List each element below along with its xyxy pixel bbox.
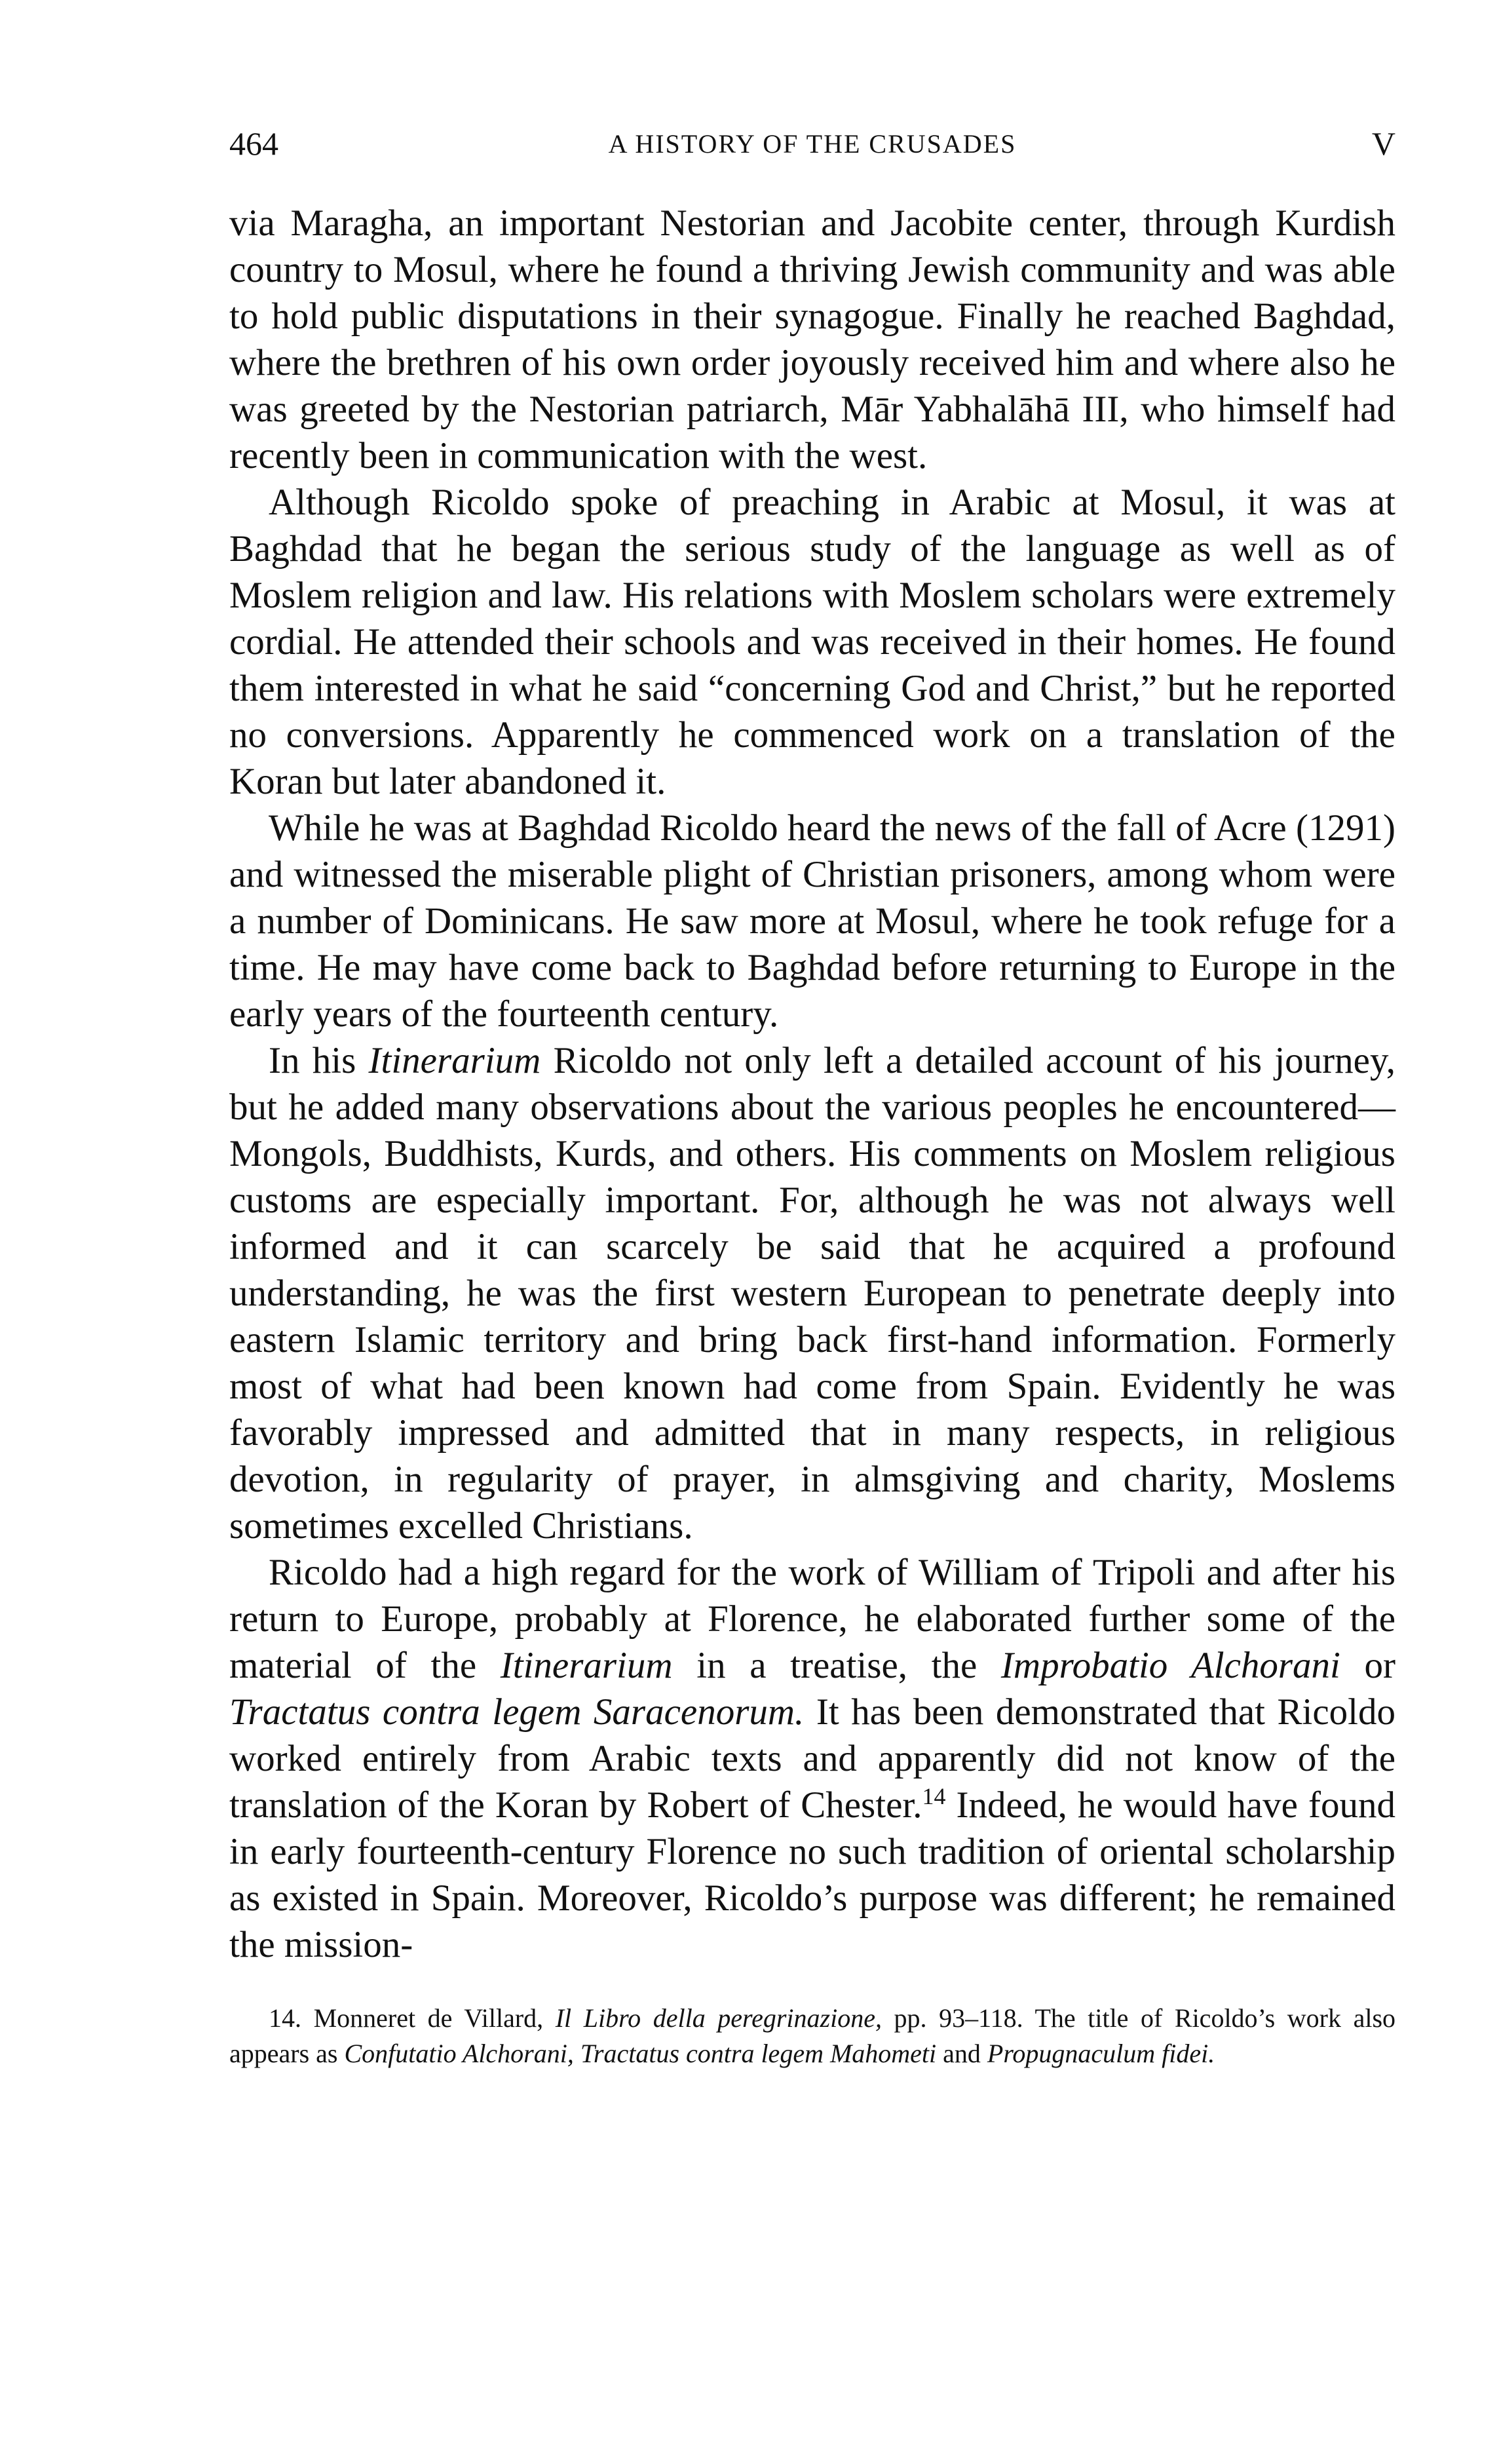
book-page	[229, 125, 1395, 2098]
paragraph-4-text: Ricoldo not only left a detailed account of his journey, but he added many observations about the various peoples he encountered—Mongols, Buddhists, Kurds, and others. His comments on Moslem religious customs are especially important. For, although he was not always well informed and it can scarcely be said that he acquired a profound understanding, he was the first western European to penetrate deeply into eastern Islamic territory and bring back first-hand information. Formerly most of what had been known had come from Spain. Evidently he was favorably impressed and admitted that in many respects, in religious devotion, in regularity of prayer, in almsgiving and charity, Moslems sometimes excelled Christians.	[229, 1040, 1395, 1547]
paragraph-5	[229, 1549, 1395, 1968]
italic-title-tractatus: Tractatus contra legem Saracenorum.	[229, 1691, 805, 1733]
body-text	[229, 200, 1395, 1968]
paragraph-5-text: in a treatise, the	[672, 1645, 1001, 1686]
italic-title-improbatio: Improbatio Alchorani	[1000, 1645, 1340, 1686]
paragraph-5-text: Ricoldo had a high regard for the work of William of Tripoli and after his return to Europe, probably at Florence, he elaborated further some of the material of the	[229, 1552, 1395, 1686]
running-title: A HISTORY OF THE CRUSADES	[608, 129, 1017, 159]
footnote-14	[229, 2001, 1395, 2071]
paragraph-2: Although Ricoldo spoke of preaching in Arabic at Mosul, it was at Baghdad that he began the serious study of the language as well as of Moslem religion and law. His relations with Moslem scholars were extremely cordial. He attended their schools and was received in their homes. He found them interested in what he said “concerning God and Christ,” but he reported no conversions. Apparently he commenced work on a translation of the Koran but later abandoned it.	[229, 482, 1395, 802]
footnote-text: 14. Monneret de Villard,	[269, 2003, 556, 2033]
italic-title: Propugnaculum fidei.	[987, 2039, 1215, 2068]
footnote-text: pp. 93–118. The title of Ricoldo’s work also appears as	[229, 2003, 1396, 2068]
italic-title-itinerarium: Itinerarium	[368, 1040, 541, 1081]
paragraph-5-text: or	[1340, 1645, 1396, 1686]
paragraph-5-text: Indeed, he would have found in early fourteenth-century Florence no such tradition of oriental scholarship as existed in Spain. Moreover, Ricoldo’s purpose was different; he remained the mission-	[229, 1784, 1395, 1965]
running-header	[229, 125, 1395, 170]
italic-title-itinerarium: Itinerarium	[500, 1645, 673, 1686]
paragraph-4-text: In his	[269, 1040, 369, 1081]
paragraph-3: While he was at Baghdad Ricoldo heard the news of the fall of Acre (1291) and witnessed the miserable plight of Christian prisoners, among whom were a number of Dominicans. He saw more at Mosul, where he took refuge for a time. He may have come back to Baghdad before returning to Europe in the early years of the fourteenth century.	[229, 807, 1395, 1035]
italic-title: Confutatio Alchorani, Tractatus contra legem Mahometi	[344, 2039, 937, 2068]
footnote-text: and	[936, 2039, 987, 2068]
paragraph-1: via Maragha, an important Nestorian and Jacobite center, through Kurdish country to Mosul, where he found a thriving Jewish community and was able to hold public disputations in their synagogue. Finally he reached Baghdad, where the brethren of his own order joyously received him and where also he was greeted by the Nestorian patriarch, Mār Yabhalāhā III, who himself had recently been in communication with the west.	[229, 202, 1395, 476]
paragraph-4	[229, 1037, 1395, 1549]
section-number: V	[1371, 125, 1395, 162]
footnote-reference: 14	[922, 1783, 946, 1809]
italic-title: Il Libro della peregrinazione,	[555, 2003, 882, 2033]
page-number: 464	[229, 125, 278, 162]
paragraph-5-text: It has been demonstrated that Ricoldo worked entirely from Arabic texts and apparently did not know of the translation of the Koran by Robert of Chester.	[229, 1691, 1395, 1826]
